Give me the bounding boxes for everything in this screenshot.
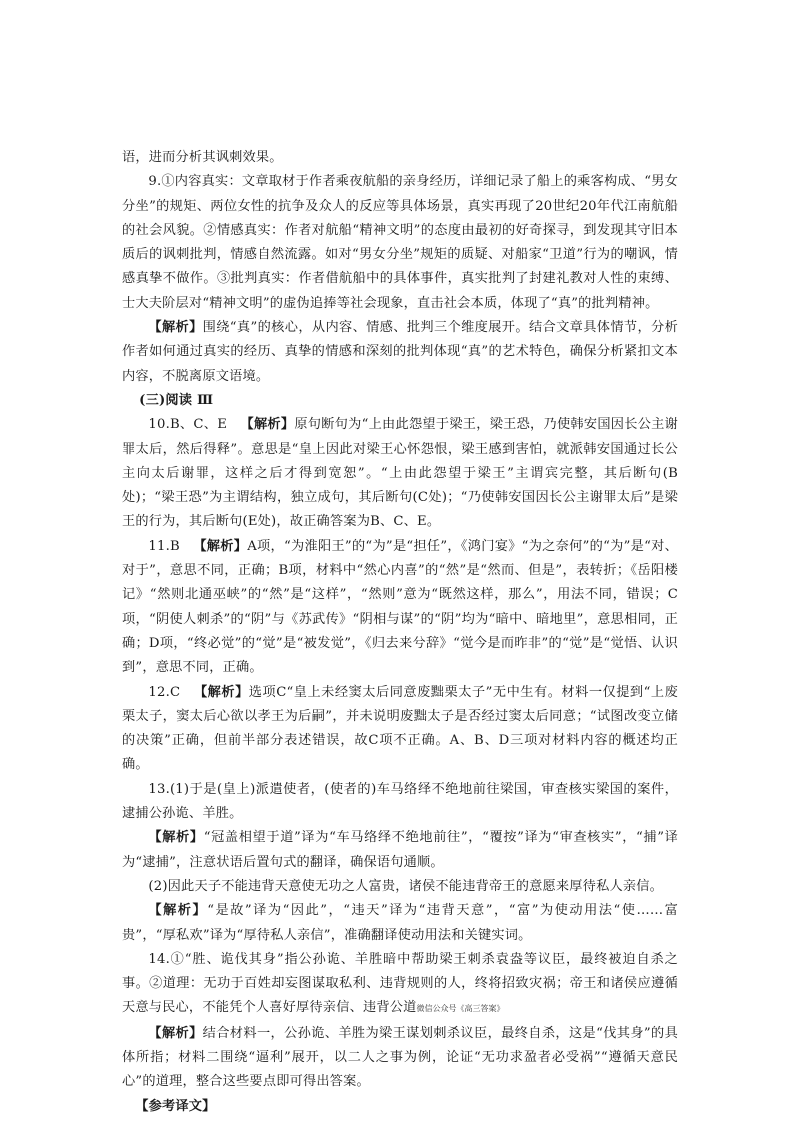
analysis-tag: 【解析】 bbox=[148, 320, 203, 336]
q13-analysis1 bbox=[122, 826, 678, 875]
q9-analysis bbox=[122, 316, 678, 389]
analysis-text: 结合材料一，公孙诡、羊胜为梁王谋划刺杀议臣，最终自杀，这是“伐其身”的具体所指；材料二围绕“逼利”展开，以二人之事为例，论证“无功求盈者必受祸”“遵循天意民心”的道理，整合这些要点即可得出答案。 bbox=[122, 1025, 678, 1090]
analysis-tag: 【解析】 bbox=[193, 684, 249, 700]
watermark-text: 微信公众号《高三答案》 bbox=[416, 1004, 505, 1014]
analysis-text: 围绕“真”的核心，从内容、情感、批判三个维度展开。结合文章具体情节，分析作者如何通过真实的经历、真挚的情感和深刻的批判体现“真”的艺术特色，确保分析紧扣文本内容，不脱离原文语境。 bbox=[122, 320, 678, 384]
q14-answer bbox=[122, 948, 678, 1022]
analysis-tag: 【解析】 bbox=[148, 1025, 203, 1041]
analysis-tag: 【解析】 bbox=[148, 830, 204, 846]
q13-part2: (2)因此天子不能违背天意使无功之人富贵，诸侯不能违背帝王的意愿来厚待私人亲信。 bbox=[148, 878, 664, 894]
q13-part1: 13.(1)于是(皇上)派遣使者，(使者的)车马络绎不绝地前往梁国，审查核实梁国的案件，逮捕公孙诡、羊胜。 bbox=[122, 781, 678, 822]
analysis-text: “是故”译为“因此”，“违天”译为“违背天意”，“富”为使动用法“使……富贵”，“厚私欢”译为“厚待私人亲信”，准确翻译使动用法和关键实词。 bbox=[122, 903, 678, 943]
analysis-text: “冠盖相望于道”译为“车马络绎不绝地前往”，“覆按”译为“审查核实”，“捕”译为“逮捕”，注意状语后置句式的翻译，确保语句通顺。 bbox=[122, 830, 678, 870]
answer-text: 14.①“胜、诡伐其身”指公孙诡、羊胜暗中帮助梁王刺杀袁盎等议臣，最终被迫自杀之事。②道理：无功于百姓却妄图谋取私利、违背规则的人，终将招致灾祸；帝王和诸侯应遵循天意与民心，不能凭个人喜好厚待亲信、违背公道 bbox=[122, 951, 678, 1016]
q10-answer bbox=[122, 413, 678, 534]
answer-label: 12.C bbox=[148, 684, 181, 700]
analysis-text: 选项C“皇上未经窦太后同意废黜栗太子”无中生有。材料一仅提到“上废栗太子，窦太后心欲以孝王为后嗣”，并未说明废黜太子是否经过窦太后同意；“试图改变立储的决策”正确，但前半部分表述错误，故C项不正确。A、B、D三项对材料内容的概述均正确。 bbox=[122, 684, 678, 773]
answer-label: 10.B、C、E bbox=[148, 417, 228, 433]
intro-line: 语，进而分析其讽刺效果。 bbox=[122, 150, 283, 165]
translation-heading: 【参考译文】 bbox=[135, 1098, 216, 1114]
analysis-text: A项，“为淮阳王”的“为”是“担任”，《鸿门宴》“为之奈何”的“为”是“对、对于”，意思不同，正确；B项，材料中“然心内喜”的“然”是“然而、但是”，表转折；《岳阳楼记》“然则北通巫峡”的“然”是“这样”，“然则”意为“既然这样，那么”，用法不同，错误；C项，“阴使人刺杀”的“阴”与《苏武传》“阴相与谋”的“阴”均为“暗中、暗地里”，意思相同，正确；D项，“终必觉”的“觉”是“被发觉”，《归去来兮辞》“觉今是而昨非”的“觉”是“觉悟、认识到”，意思不同，正确。 bbox=[122, 538, 678, 676]
q9-answer: 9.①内容真实：文章取材于作者乘夜航船的亲身经历，详细记录了船上的乘客构成、“男女分坐”的规矩、两位女性的抗争及众人的反应等具体场景，真实再现了20世纪20年代江南航船的社会风貌。②情感真实：作者对航船“精神文明”的态度由最初的好奇探寻，到发现其守旧本质后的讽刺批判，情感自然流露。如对“男女分坐”规矩的质疑、对船家“卫道”行为的嘲讽，情感真挚不做作。③批判真实：作者借航船中的具体事件，真实批判了封建礼教对人性的束缚、士大夫阶层对“精神文明”的虚伪追捧等社会现象，直击社会本质，体现了“真”的批判精神。 bbox=[122, 174, 678, 311]
answer-label: 11.B bbox=[148, 538, 180, 554]
q12-answer bbox=[122, 681, 678, 778]
section-heading: (三)阅读 Ⅲ bbox=[139, 392, 214, 408]
q14-analysis bbox=[122, 1022, 678, 1095]
q11-answer bbox=[122, 535, 678, 681]
q13-analysis2 bbox=[122, 899, 678, 948]
analysis-tag: 【解析】 bbox=[148, 903, 208, 919]
document-body bbox=[122, 146, 678, 1119]
analysis-tag: 【解析】 bbox=[193, 538, 248, 554]
analysis-text: 原句断句为“上由此怨望于梁王，梁王恐，乃使韩安国因长公主谢罪太后，然后得释”。意思是“皇上因此对梁王心怀怨恨，梁王感到害怕，就派韩安国通过长公主向太后谢罪，这样之后才得到宽恕”。“上由此怨望于梁王”主谓宾完整，其后断句(B处)；“梁王恐”为主谓结构，独立成句，其后断句(C处)；“乃使韩安国因长公主谢罪太后”是梁王的行为，其后断句(E处)，故正确答案为B、C、E。 bbox=[122, 417, 678, 530]
analysis-tag: 【解析】 bbox=[240, 417, 295, 433]
